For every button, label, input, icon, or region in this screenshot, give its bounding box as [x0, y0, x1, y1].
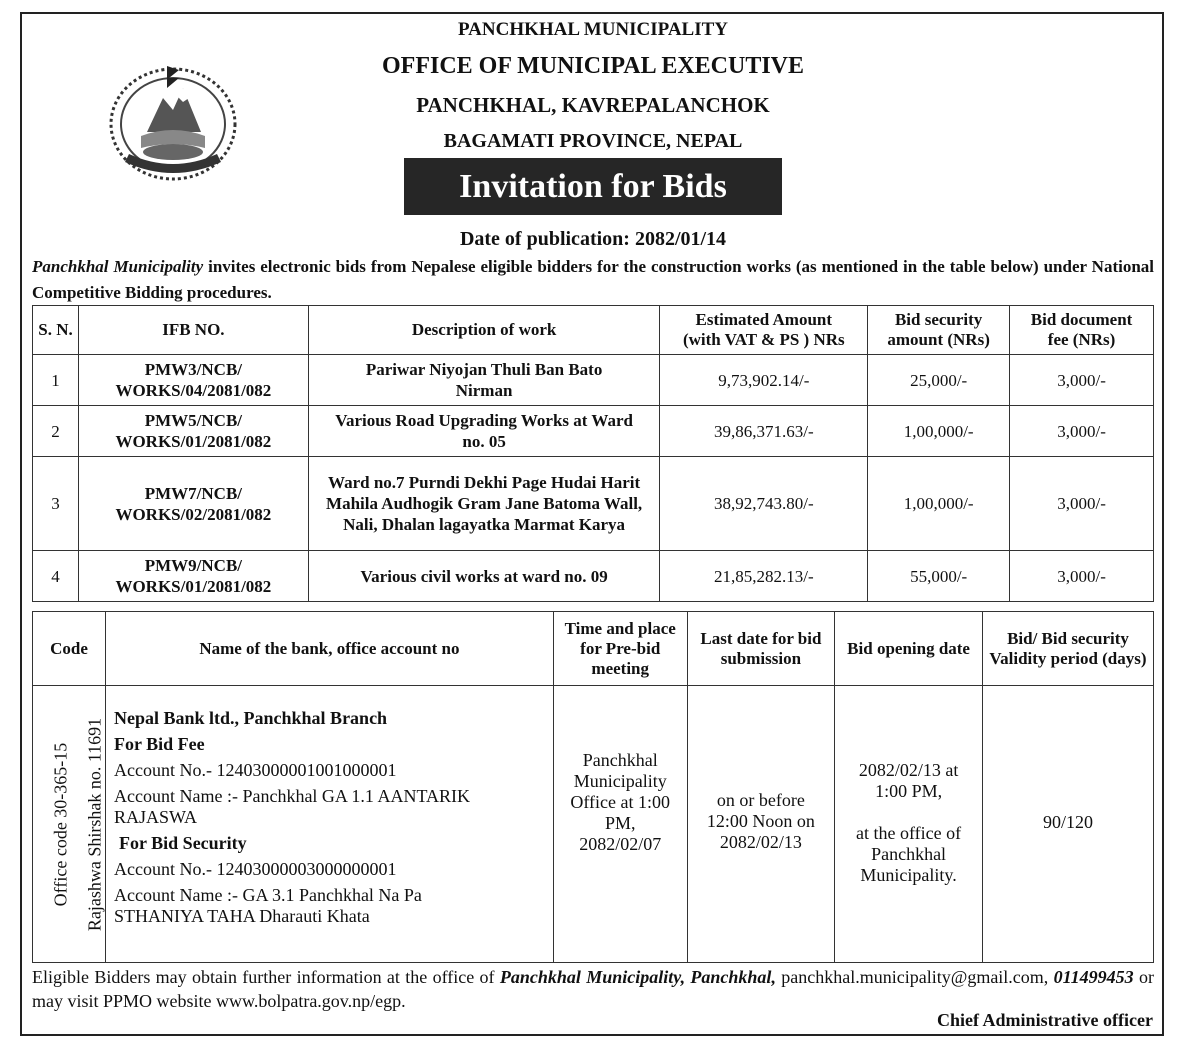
col-bank: Name of the bank, office account no	[106, 612, 554, 686]
row-desc: Ward no.7 Purndi Dekhi Page Hudai Harit Mahila Audhogik Gram Jane Batoma Wall, Nali, Dhalan lagayatka Marmat Karya	[308, 457, 660, 551]
row-fee: 3,000/-	[1010, 406, 1154, 457]
row-ifb	[78, 457, 308, 551]
row-sn: 2	[33, 406, 79, 457]
municipality-name: PANCHKHAL MUNICIPALITY	[457, 19, 729, 40]
row-estimated: 9,73,902.14/-	[660, 355, 868, 406]
office-code: Office code 30-365-15	[50, 742, 71, 907]
row-ifb-line2: WORKS/04/2081/082	[115, 381, 272, 400]
bid-security-account-name: Account Name :- GA 3.1 Panchkhal Na Pa STHANIYA TAHA Dharauti Khata	[114, 885, 422, 926]
row-ifb	[78, 355, 308, 406]
col-security-line1: Bid security	[894, 310, 983, 329]
intro-paragraph	[32, 254, 1154, 306]
footer-email: panchkhal.municipality@gmail.com,	[775, 967, 1054, 987]
table-row	[33, 355, 1154, 406]
last-date-cell	[687, 686, 835, 963]
last-date-line2: 12:00 Noon on 2082/02/13	[706, 811, 815, 852]
row-fee: 3,000/-	[1010, 355, 1154, 406]
works-table-header	[33, 306, 1154, 355]
office-name: OFFICE OF MUNICIPAL EXECUTIVE	[381, 53, 805, 79]
row-estimated: 38,92,743.80/-	[660, 457, 868, 551]
row-ifb-line1: PMW9/NCB/	[144, 556, 243, 575]
province-country: BAGAMATI PROVINCE, NEPAL	[443, 130, 743, 152]
col-fee	[1010, 306, 1154, 355]
bank-table	[32, 611, 1154, 963]
bank-details-cell	[106, 686, 554, 963]
col-fee-line2: fee (NRs)	[1047, 330, 1116, 349]
notice-title-banner: Invitation for Bids	[404, 158, 782, 215]
bid-fee-account-name: Account Name :- Panchkhal GA 1.1 AANTARIK RAJASWA	[114, 786, 470, 827]
works-table	[32, 305, 1154, 602]
row-sn: 1	[33, 355, 79, 406]
col-sn: S. N.	[33, 306, 79, 355]
publication-date: Date of publication: 2082/01/14	[459, 228, 727, 250]
row-ifb-line1: PMW5/NCB/	[144, 411, 243, 430]
prebid-cell: Panchkhal Municipality Office at 1:00 PM, 2082/02/07	[553, 686, 687, 963]
table-row	[33, 551, 1154, 602]
col-prebid: Time and place for Pre-bid meeting	[553, 612, 687, 686]
row-fee: 3,000/-	[1010, 457, 1154, 551]
table-row	[33, 406, 1154, 457]
bid-security-account-no: Account No.- 12403000003000000001	[114, 859, 397, 879]
col-estimated-line1: Estimated Amount	[695, 310, 833, 329]
bank-table-header	[33, 612, 1154, 686]
col-security-line2: amount (NRs)	[887, 330, 990, 349]
row-security: 1,00,000/-	[868, 406, 1010, 457]
footer-paragraph	[32, 965, 1154, 1013]
row-ifb-line1: PMW7/NCB/	[144, 483, 243, 503]
footer-office: Panchkhal Municipality, Panchkhal,	[499, 967, 776, 987]
row-estimated: 21,85,282.13/-	[660, 551, 868, 602]
office-location: PANCHKHAL, KAVREPALANCHOK	[416, 93, 770, 117]
row-estimated: 39,86,371.63/-	[660, 406, 868, 457]
col-estimated	[660, 306, 868, 355]
opening-line1: 2082/02/13 at 1:00 PM,	[858, 760, 959, 801]
row-ifb-line2: WORKS/02/2081/082	[115, 504, 272, 524]
row-ifb-line2: WORKS/01/2081/082	[115, 577, 272, 596]
intro-text: invites electronic bids from Nepalese eligible bidders for the construction works (as mentioned in the table below) under National Competitive Bidding procedures.	[32, 257, 1155, 302]
opening-line2: at the office of Panchkhal Municipality.	[856, 823, 962, 885]
row-sn: 3	[33, 457, 79, 551]
col-estimated-line2: (with VAT & PS ) NRs	[682, 330, 845, 349]
bank-name: Nepal Bank ltd., Panchkhal Branch	[114, 708, 388, 728]
col-opening: Bid opening date	[835, 612, 983, 686]
intro-lead: Panchkhal Municipality	[32, 257, 204, 276]
footer-text1: Eligible Bidders may obtain further information at the office of	[32, 967, 500, 987]
row-ifb-line1: PMW3/NCB/	[144, 360, 243, 379]
row-security: 25,000/-	[868, 355, 1010, 406]
row-ifb-line2: WORKS/01/2081/082	[115, 432, 272, 451]
last-date-line1: on or before	[716, 790, 805, 810]
row-sn: 4	[33, 551, 79, 602]
code-cell	[33, 686, 106, 963]
row-security: 55,000/-	[868, 551, 1010, 602]
opening-cell	[835, 686, 983, 963]
rajashwa-code: Rajashwa Shirshak no. 11691	[84, 717, 105, 932]
bid-security-label: For Bid Security	[119, 833, 247, 853]
col-fee-line1: Bid document	[1030, 310, 1133, 329]
validity-cell: 90/120	[982, 686, 1153, 963]
row-security: 1,00,000/-	[868, 457, 1010, 551]
row-desc: Various civil works at ward no. 09	[308, 551, 660, 602]
footer-phone: 011499453	[1053, 967, 1134, 987]
col-code: Code	[33, 612, 106, 686]
col-desc: Description of work	[308, 306, 660, 355]
footer-website: or may visit PPMO website www.bolpatra.gov.np/egp.	[32, 967, 1154, 1011]
col-ifb: IFB NO.	[78, 306, 308, 355]
col-security	[868, 306, 1010, 355]
col-validity: Bid/ Bid security Validity period (days)	[982, 612, 1153, 686]
table-row	[33, 686, 1154, 963]
row-ifb	[78, 406, 308, 457]
row-fee: 3,000/-	[1010, 551, 1154, 602]
table-row	[33, 457, 1154, 551]
row-desc: Pariwar Niyojan Thuli Ban Bato Nirman	[308, 355, 660, 406]
row-desc: Various Road Upgrading Works at Ward no. 05	[308, 406, 660, 457]
bid-fee-account-no: Account No.- 12403000001001000001	[114, 760, 397, 780]
row-ifb	[78, 551, 308, 602]
signature: Chief Administrative officer	[937, 1010, 1153, 1030]
bid-fee-label: For Bid Fee	[114, 734, 205, 754]
col-last-date: Last date for bid submission	[687, 612, 835, 686]
